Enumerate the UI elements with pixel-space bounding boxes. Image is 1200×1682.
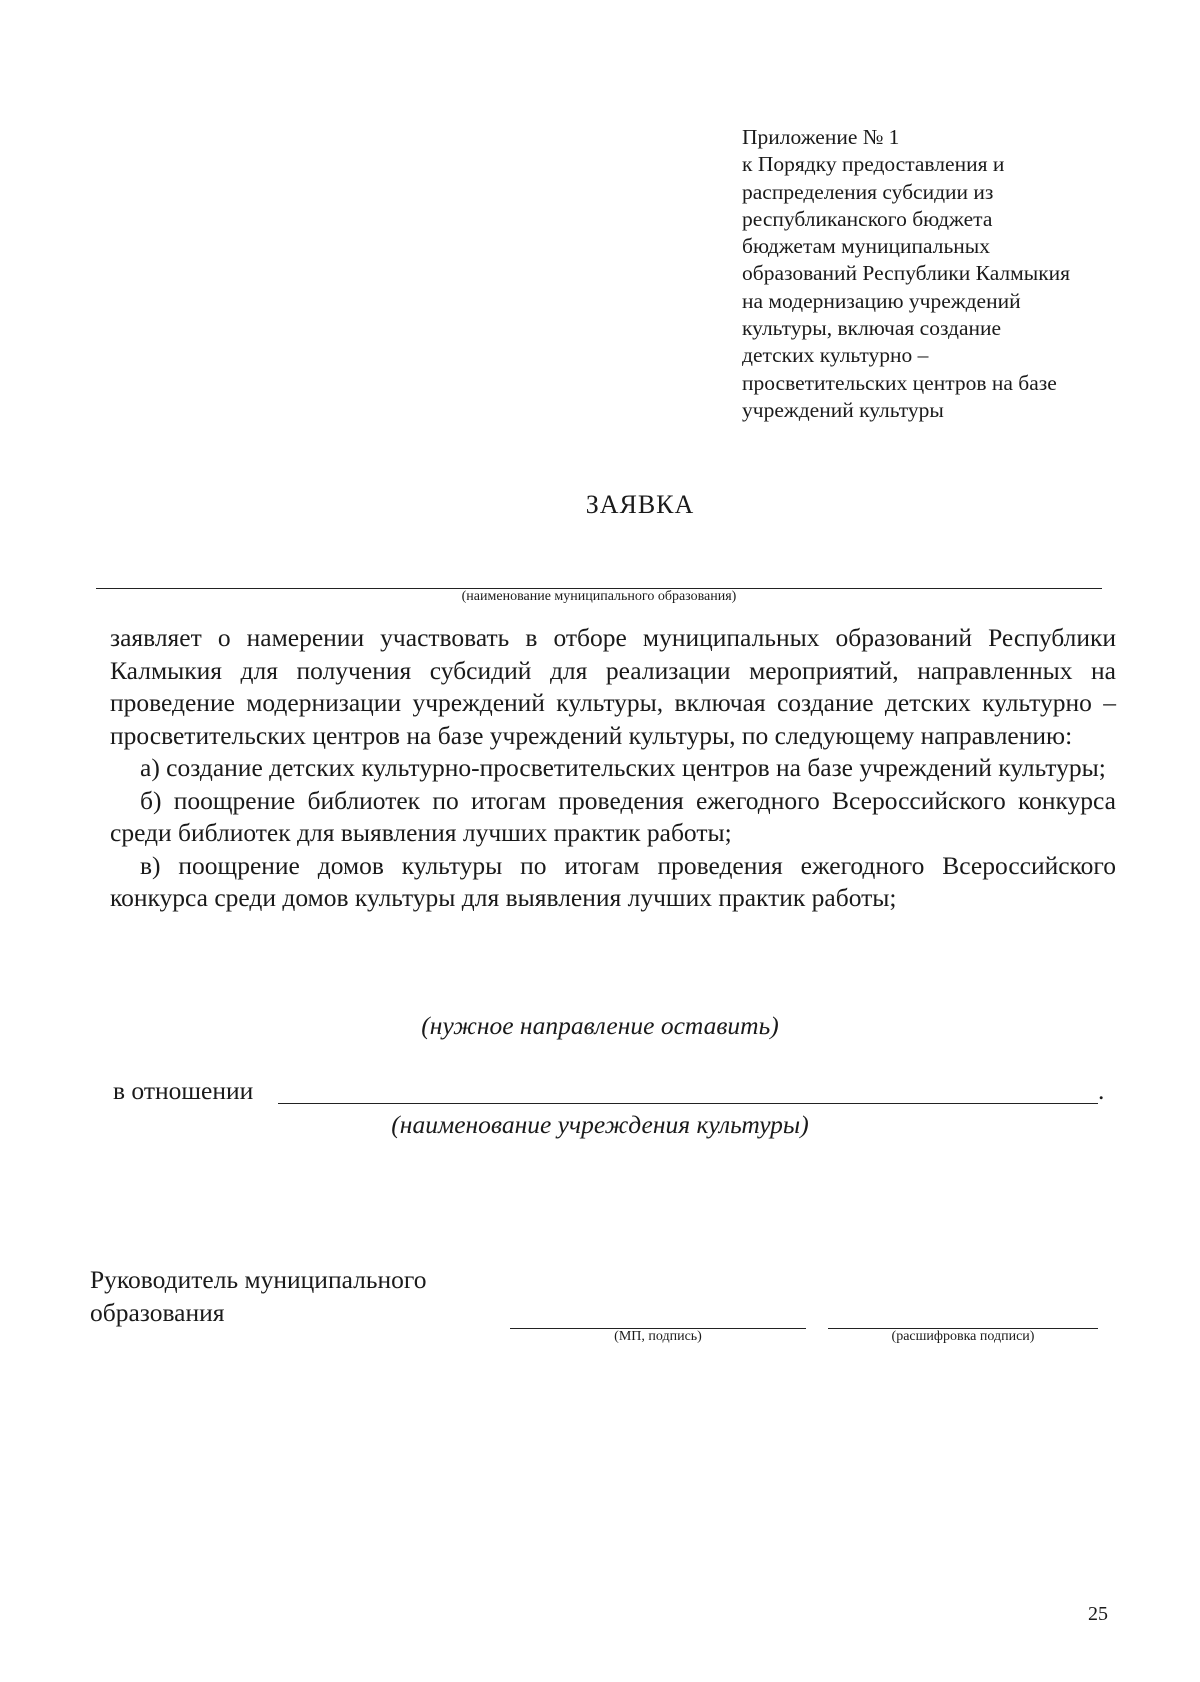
direction-note: (нужное направление оставить) [421,1011,779,1040]
option-b: б) поощрение библиотек по итогам проведения ежегодного Всероссийского конкурса среди библиотек для выявления лучших практик работы; [110,785,1116,847]
signer-title: Руководитель муниципального образования [90,1265,427,1327]
institution-fill-line [278,1103,1098,1104]
signature-caption: (МП, подпись) [614,1329,702,1344]
option-c: в) поощрение домов культуры по итогам проведения ежегодного Всероссийского конкурса среди домов культуры для выявления лучших практик работы; [110,850,1116,912]
decoding-caption: (расшифровка подписи) [891,1329,1035,1344]
application-body [110,622,1116,915]
page-number: 25 [1088,1603,1108,1625]
regard-label: в отношении [113,1076,254,1105]
regard-period: . [1098,1076,1105,1105]
annex-reference: Приложение № 1 к Порядку предоставления и распределения субсидии из республиканского бюджета бюджетам муниципальных образований Республики Калмыкия на модернизацию учреждений культуры, включая создание детских культурно – просветительских центров на базе учреждений культуры [742,125,1071,422]
institution-caption: (наименование учреждения культуры) [391,1110,809,1139]
municipality-caption: (наименование муниципального образования) [461,589,737,604]
intro-paragraph: заявляет о намерении участвовать в отборе муниципальных образований Республики Калмыкия для получения субсидий для реализации мероприятий, направленных на проведение модернизации учреждений культуры, включая создание детских культурно – просветительских центров на базе учреждений культуры, по следующему направлению: [110,623,1116,750]
option-a: а) создание детских культурно-просветительских центров на базе учреждений культуры; [140,753,1106,782]
document-title: ЗАЯВКА [585,490,695,519]
